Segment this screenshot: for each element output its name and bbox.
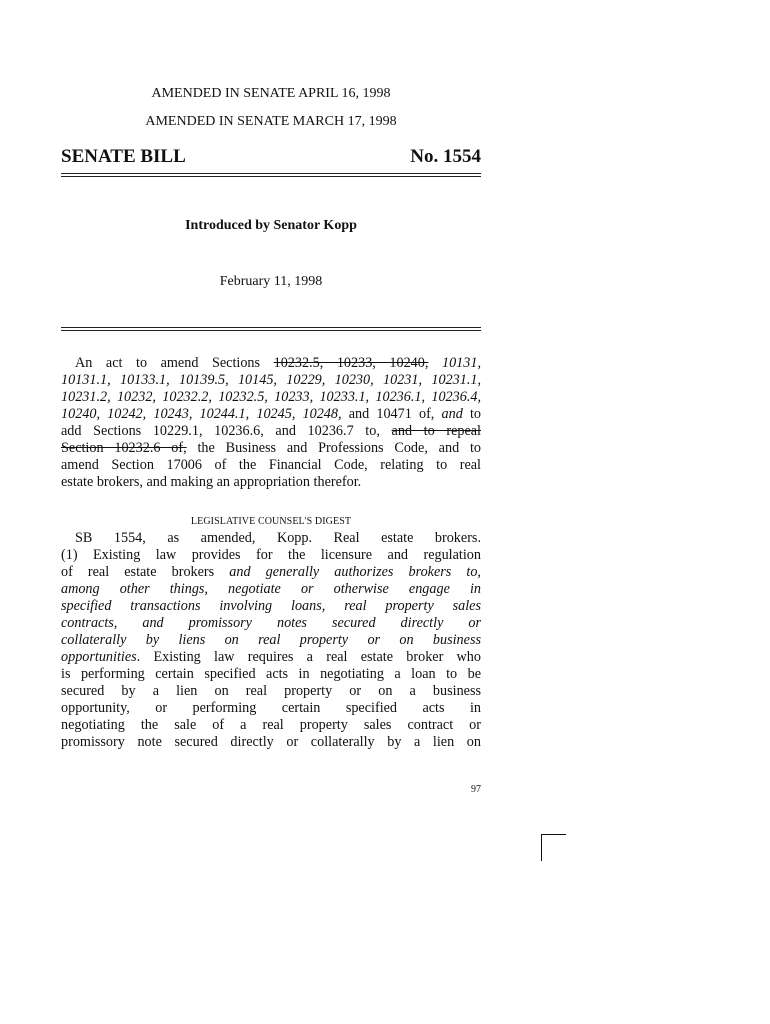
introduced-by: Introduced by Senator Kopp — [185, 218, 357, 233]
text-line — [61, 700, 481, 717]
text-run: to — [462, 406, 481, 422]
stricken-text: and to repeal — [391, 423, 481, 439]
bill-number: No. 1554 — [410, 146, 481, 167]
amendment-line-1: AMENDED IN SENATE APRIL 16, 1998 — [151, 86, 391, 101]
page-number: 97 — [471, 784, 481, 795]
text-run: negotiating the sale of a real property sales contract or — [61, 717, 481, 733]
text-run: add Sections 10229.1, 10236.6, and 10236.7 to, — [61, 423, 392, 439]
text-line — [61, 457, 481, 474]
text-run: is performing certain specified acts in negotiating a loan to be — [61, 666, 481, 682]
text-line — [61, 372, 481, 389]
text-line — [61, 632, 481, 649]
text-line — [61, 649, 481, 666]
text-line — [61, 581, 481, 598]
stricken-text: Section 10232.6 of, — [61, 440, 187, 456]
inserted-text: opportunities — [61, 649, 137, 665]
inserted-text: 10231.2, 10232, 10232.2, 10232.5, 10233, 10233.1, 10236.1, 10236.4, — [61, 389, 481, 405]
text-line — [61, 547, 481, 564]
text-line — [61, 440, 481, 457]
inserted-text: and — [441, 406, 463, 422]
text-run: (1) Existing law provides for the licensure and regulation — [61, 547, 481, 563]
text-run: An act to amend Sections — [75, 355, 274, 371]
act-title — [61, 355, 481, 491]
inserted-text: collaterally by liens on real property or on business — [61, 632, 481, 648]
text-line — [61, 598, 481, 615]
text-run: opportunity, or performing certain specified acts in — [61, 700, 481, 716]
crop-mark — [541, 834, 566, 861]
text-line — [61, 734, 481, 751]
text-run: amend Section 17006 of the Financial Code, relating to real — [61, 457, 481, 473]
text-run: SB 1554, as amended, Kopp. Real estate brokers. — [75, 530, 481, 546]
text-run: secured by a lien on real property or on a business — [61, 683, 481, 699]
inserted-text: among other things, negotiate or otherwise engage in — [61, 581, 481, 597]
text-run: the Business and Professions Code, and to — [186, 440, 482, 456]
text-run — [428, 355, 442, 371]
text-line — [61, 564, 481, 581]
inserted-text: 10131, — [441, 355, 481, 371]
text-run: . Existing law requires a real estate broker who — [136, 649, 481, 665]
bill-type: SENATE BILL — [61, 146, 186, 167]
inserted-text: specified transactions involving loans, real property sales — [61, 598, 481, 614]
digest-heading: LEGISLATIVE COUNSEL'S DIGEST — [190, 516, 352, 527]
introduction-date: February 11, 1998 — [219, 274, 323, 289]
text-line — [61, 406, 481, 423]
text-line — [61, 683, 481, 700]
text-run: of real estate brokers — [61, 564, 230, 580]
text-line — [61, 423, 481, 440]
text-line — [61, 530, 481, 547]
header-divider — [61, 173, 481, 177]
text-line — [61, 717, 481, 734]
text-run: and 10471 of, — [341, 406, 442, 422]
text-line — [61, 666, 481, 683]
amendment-line-2: AMENDED IN SENATE MARCH 17, 1998 — [145, 114, 397, 129]
text-line — [61, 474, 481, 491]
digest-text — [61, 530, 481, 751]
inserted-text: and generally authorizes brokers to, — [229, 564, 481, 580]
text-line — [61, 615, 481, 632]
text-run: estate brokers, and making an appropriation therefor. — [61, 474, 362, 490]
inserted-text: 10131.1, 10133.1, 10139.5, 10145, 10229, 10230, 10231, 10231.1, — [61, 372, 481, 388]
text-line — [61, 355, 481, 372]
title-divider — [61, 327, 481, 331]
inserted-text: contracts, and promissory notes secured directly or — [61, 615, 481, 631]
stricken-text: 10232.5, 10233, 10240, — [273, 355, 429, 371]
text-line — [61, 389, 481, 406]
text-run: promissory note secured directly or collaterally by a lien on — [61, 734, 481, 750]
inserted-text: 10240, 10242, 10243, 10244.1, 10245, 10248, — [61, 406, 342, 422]
